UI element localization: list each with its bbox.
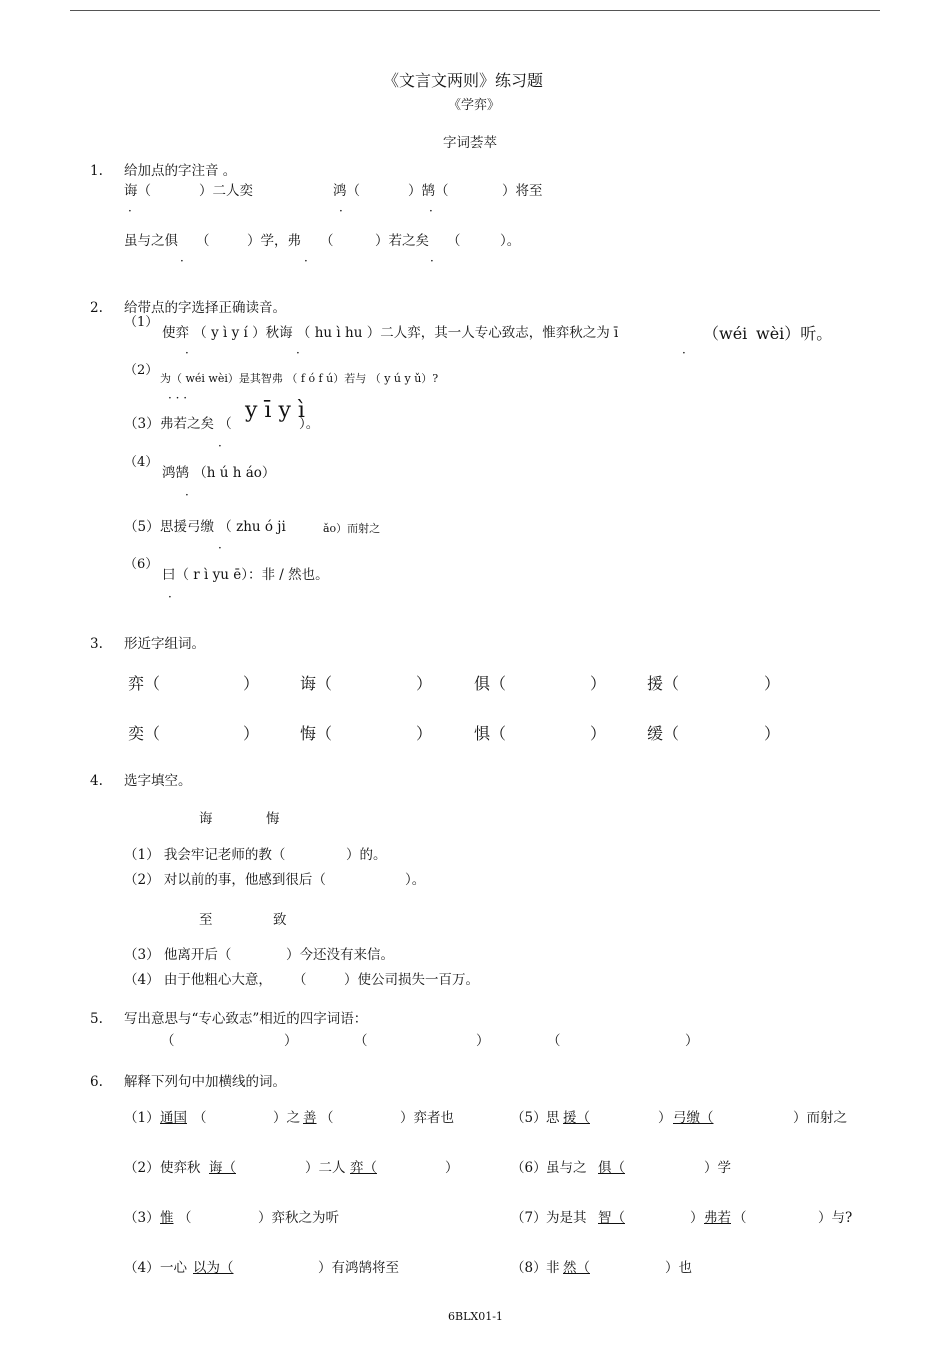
q2-item3-text: 弗若之矣 （ [160, 416, 232, 432]
q2-item2-number: （2） [124, 363, 159, 378]
q6-item1-number: （1） [124, 1110, 160, 1126]
q6-item8-word: 然（ [563, 1260, 590, 1276]
q6-item6-text: 虽与之 [546, 1160, 587, 1176]
emphasis-dot: · [185, 346, 189, 360]
q3-close: ） [764, 724, 781, 743]
q3-row2-word-3: 惧（ [474, 724, 507, 743]
q5-blank-open: （ [547, 1033, 561, 1049]
q3-close: ） [243, 724, 260, 743]
q6-item7-word: 智（ [598, 1210, 625, 1226]
q4-prompt: 选字填空。 [124, 773, 192, 789]
q6-item7-number: （7） [511, 1210, 547, 1226]
q3-row1-word-1: 弈（ [128, 674, 161, 693]
q6-item1-word2: 善 [303, 1110, 317, 1126]
q4-sentence-1: （1） 我会牢记老师的教（ [124, 847, 286, 863]
q6-item6-end: ）学 [704, 1160, 731, 1176]
q6-item1-open: （ [193, 1110, 207, 1126]
emphasis-dot: · [296, 346, 300, 360]
q6-item7-text: 为是其 [546, 1210, 587, 1226]
q4-choice-hui: 诲 [199, 811, 213, 827]
emphasis-dot: · [168, 590, 172, 604]
q6-item3-number: （3） [124, 1210, 160, 1226]
q6-item5-number: （5） [511, 1110, 547, 1126]
q6-item2-number: （2） [124, 1160, 160, 1176]
q6-item1-mid: ）之 [273, 1110, 300, 1126]
q3-number: 3. [90, 636, 103, 652]
q6-item4-number: （4） [124, 1260, 160, 1276]
q1-prompt: 给加点的字注音 。 [124, 163, 237, 179]
q6-item5-end: ）而射之 [793, 1110, 847, 1126]
page-subtitle: 《学弈》 [448, 98, 501, 113]
q2-item1-choice-a: （wéi [703, 324, 748, 343]
q4-sentence-4-open: （ [293, 972, 307, 988]
q4-choice-zhi: 至 [199, 912, 213, 928]
q6-item5-word: 援（ [563, 1110, 590, 1126]
q2-item2-text: 为（ wéi wèi）是其智弗 （ f ó f ú）若与 （ y ú y ǔ）? [160, 372, 439, 385]
q6-item1-word: 通国 [160, 1110, 187, 1126]
q2-item1-choice-b: wèi）听。 [756, 324, 833, 343]
q6-item8-text: 非 [546, 1260, 560, 1276]
q4-choice-hui2: 悔 [266, 811, 280, 827]
q6-item1-open2: （ [320, 1110, 334, 1126]
q5-blank-close: ） [476, 1033, 490, 1049]
q5-prompt: 写出意思与“专心致志”相近的四字词语： [124, 1011, 368, 1027]
q6-number: 6. [90, 1074, 103, 1090]
q2-item4-number: （4） [124, 455, 159, 470]
q3-row2-word-2: 悔（ [300, 724, 333, 743]
q1-row1-d: ）鹄（ [408, 183, 449, 199]
q6-item8-end: ）也 [665, 1260, 692, 1276]
q6-item4-end: ）有鸿鹄将至 [318, 1260, 399, 1276]
q6-item3-word: 惟 [160, 1210, 174, 1226]
emphasis-dot: · [218, 439, 222, 453]
q2-item3-number: （3） [124, 416, 160, 432]
emphasis-dot: · [218, 541, 222, 555]
q4-sentence-2: （2） 对以前的事，他感到很后（ [124, 872, 326, 888]
q6-item7-close: ） [690, 1210, 704, 1226]
q6-item5-text: 思 [546, 1110, 560, 1126]
q1-row1-b: ）二人奕 [199, 183, 253, 199]
q3-row2-word-4: 缓（ [647, 724, 680, 743]
q2-item6-number: （6） [124, 557, 159, 572]
q1-row1-a: 诲（ [124, 183, 151, 199]
q1-row2-g: ）。 [500, 233, 521, 249]
q2-item5-number: （5） [124, 519, 160, 535]
q4-sentence-4: （4） 由于他粗心大意， [124, 972, 272, 988]
q2-number: 2. [90, 300, 103, 316]
q6-item2-word: 诲（ [209, 1160, 236, 1176]
q6-item2-end: ） [445, 1160, 459, 1176]
q5-blank-close: ） [685, 1033, 699, 1049]
q2-item4-text: 鸿鹄 （h ú h áo） [162, 465, 276, 481]
q2-item3-close: ）。 [299, 416, 320, 432]
q1-row2-c: ）学，弗 [247, 233, 301, 249]
q5-blank-close: ） [284, 1033, 298, 1049]
q2-item1-number: （1） [124, 315, 159, 330]
q4-sentence-3-end: ）今还没有来信。 [286, 947, 394, 963]
q1-row2-b: （ [196, 233, 210, 249]
q3-row1-word-3: 俱（ [474, 674, 507, 693]
q6-item4-text: 一心 [160, 1260, 187, 1276]
page-footer-code: 6BLX01-1 [448, 1310, 503, 1323]
q3-prompt: 形近字组词。 [124, 636, 205, 652]
q4-sentence-3: （3） 他离开后（ [124, 947, 232, 963]
q6-item7-word2: 弗若 [704, 1210, 731, 1226]
q3-close: ） [416, 674, 433, 693]
emphasis-dot: · [430, 254, 434, 268]
emphasis-dot: · [304, 254, 308, 268]
q2-item1-text: 使弈 （ y ì y í ）秋诲 （ hu ì hu ）二人弈，其一人专心致志，惟弈秋之为 ī [162, 325, 619, 341]
q6-item3-end: ）弈秋之为听 [258, 1210, 339, 1226]
q1-row2-d: （ [320, 233, 334, 249]
q3-close: ） [243, 674, 260, 693]
q6-item3-open: （ [178, 1210, 192, 1226]
q6-item8-number: （8） [511, 1260, 547, 1276]
q6-item2-word2: 弈（ [350, 1160, 377, 1176]
q4-sentence-2-end: ）。 [405, 872, 426, 888]
emphasis-dot: · [180, 254, 184, 268]
top-rule [70, 10, 880, 11]
q1-row2-e: ）若之矣 [375, 233, 429, 249]
q6-item1-end: ）弈者也 [400, 1110, 454, 1126]
q3-row2-word-1: 奕（ [128, 724, 161, 743]
q1-number: 1. [90, 163, 103, 179]
q6-item5-close: ） [658, 1110, 672, 1126]
q2-item5-text: 思援弓缴 （ zhu ó ji [160, 519, 286, 535]
emphasis-dot: · · · [168, 391, 188, 405]
q2-item6-text: 曰（ r ì yu ē）：非 / 然也。 [162, 567, 329, 583]
q5-blank-open: （ [354, 1033, 368, 1049]
q6-item5-word2: 弓缴（ [673, 1110, 714, 1126]
q2-prompt: 给带点的字选择正确读音。 [124, 300, 286, 316]
q6-item6-number: （6） [511, 1160, 547, 1176]
q1-row2-a: 虽与之俱 [124, 233, 178, 249]
q3-close: ） [764, 674, 781, 693]
q2-item3-choice: y ī y ì [245, 398, 305, 423]
emphasis-dot: · [185, 488, 189, 502]
q4-choice-zhi2: 致 [273, 912, 287, 928]
q4-sentence-1-end: ）的。 [346, 847, 387, 863]
q1-row2-f: （ [447, 233, 461, 249]
q6-prompt: 解释下列句中加横线的词。 [124, 1074, 286, 1090]
q2-item5-tail: ǎo）而射之 [323, 522, 381, 535]
emphasis-dot: · [128, 204, 132, 218]
q6-item7-end: ）与? [818, 1210, 853, 1226]
q6-item7-open: （ [733, 1210, 747, 1226]
emphasis-dot: · [682, 346, 686, 360]
q5-number: 5. [90, 1011, 103, 1027]
q1-row1-c: 鸿（ [333, 183, 360, 199]
q6-item2-mid: ）二人 [305, 1160, 346, 1176]
q4-number: 4. [90, 773, 103, 789]
q3-row1-word-4: 援（ [647, 674, 680, 693]
emphasis-dot: · [429, 204, 433, 218]
q5-blank-open: （ [161, 1033, 175, 1049]
q1-row1-e: ）将至 [502, 183, 543, 199]
q3-row1-word-2: 诲（ [300, 674, 333, 693]
emphasis-dot: · [339, 204, 343, 218]
page-title: 《文言文两则》练习题 [383, 71, 544, 90]
q6-item4-word: 以为（ [193, 1260, 234, 1276]
q4-sentence-4-end: ）使公司损失一百万。 [344, 972, 479, 988]
q3-close: ） [590, 724, 607, 743]
section-heading: 字词荟萃 [443, 135, 497, 151]
q6-item6-word: 俱（ [598, 1160, 625, 1176]
q3-close: ） [590, 674, 607, 693]
q3-close: ） [416, 724, 433, 743]
q6-item2-text: 使弈秋 [160, 1160, 201, 1176]
